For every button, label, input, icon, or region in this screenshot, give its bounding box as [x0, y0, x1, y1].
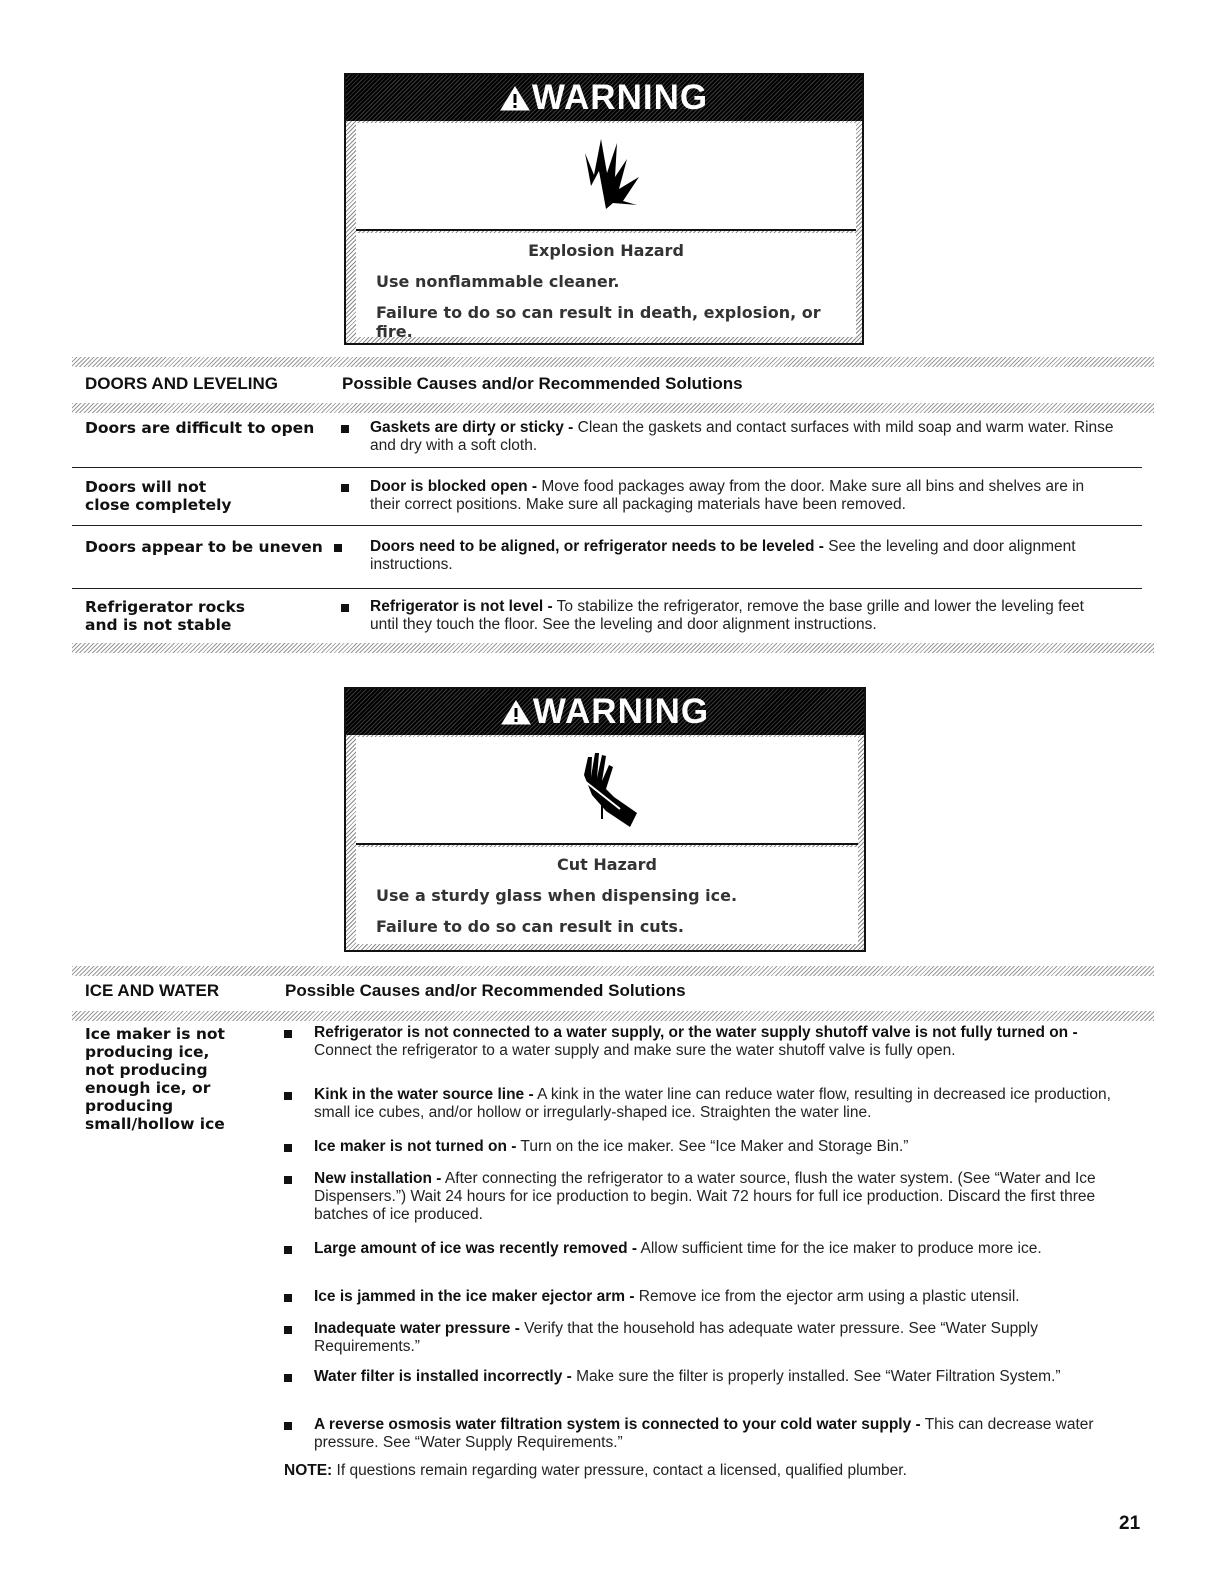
row-divider: [72, 467, 1142, 468]
ice-solutions-list: [284, 1024, 1144, 1478]
solution-refrigerator-rocks: Refrigerator is not level - To stabilize the refrigerator, remove the base grille and lower the leveling feet until they touch the floor. See the leveling and door alignment instructions.: [370, 598, 1084, 633]
alert-triangle-icon: [500, 85, 530, 112]
list-item: Inadequate water pressure - Verify that the household has adequate water pressure. See “Water Supply Requirements.”: [284, 1320, 1144, 1364]
page-number: 21: [1119, 1513, 1141, 1534]
bullet: [284, 1030, 292, 1038]
list-item: Ice maker is not turned on - Turn on the ice maker. See “Ice Maker and Storage Bin.”: [284, 1138, 1144, 1166]
row-divider: [72, 588, 1142, 589]
list-item: A reverse osmosis water filtration system is connected to your cold water supply - This can decrease water pressure. See “Water Supply Requirements.”: [284, 1416, 1144, 1460]
bullet: [334, 544, 342, 552]
problem-refrigerator-rocks: Refrigerator rocks and is not stable: [85, 598, 245, 634]
note: NOTE: If questions remain regarding water pressure, contact a licensed, qualified plumber.: [284, 1462, 907, 1479]
list-item: Water filter is installed incorrectly - Make sure the filter is properly installed. See “Water Filtration System.”: [284, 1368, 1144, 1412]
warning-header: [346, 689, 864, 735]
problem-doors-not-close: Doors will not close completely: [85, 478, 232, 514]
cut-hand-icon: [562, 745, 652, 835]
hazard-label: Cut Hazard: [557, 855, 657, 874]
bullet: [341, 425, 349, 433]
list-item: New installation - After connecting the refrigerator to a water source, flush the water system. (See “Water and Ice Dispensers.”) Wait 24 hours for ice production to begin. Wait 72 hours for full ice production. Discard the first three batches of ice produced.: [284, 1170, 1144, 1236]
bullet: [341, 604, 349, 612]
bullet: [284, 1422, 292, 1430]
section-band-header: [72, 403, 1154, 413]
section-band-top: [72, 357, 1154, 367]
warning-instruction: Use a sturdy glass when dispensing ice.: [376, 886, 738, 905]
bullet: [284, 1246, 292, 1254]
warning-title: WARNING: [531, 78, 709, 117]
warning-icon-panel: [356, 737, 858, 845]
alert-triangle-icon: [501, 699, 531, 726]
ice-section-heading: ICE AND WATER: [85, 981, 220, 1000]
bullet: [284, 1176, 292, 1184]
row-divider: [72, 525, 1142, 526]
list-item: Large amount of ice was recently removed - Allow sufficient time for the ice maker to produce more ice.: [284, 1240, 1144, 1284]
warning-text: [356, 233, 856, 341]
problem-doors-difficult: Doors are difficult to open: [85, 419, 315, 437]
warning-header: [346, 75, 862, 121]
warning-text: [356, 847, 858, 944]
warning-box-cut: [344, 687, 866, 952]
solution-doors-uneven: Doors need to be aligned, or refrigerator needs to be leveled - See the leveling and door alignment instructions.: [370, 538, 1076, 573]
warning-icon-panel: [356, 123, 856, 231]
doors-solutions-heading: Possible Causes and/or Recommended Solutions: [342, 374, 743, 393]
bullet: [284, 1294, 292, 1302]
bullet: [284, 1326, 292, 1334]
solution-doors-difficult: Gaskets are dirty or sticky - Clean the gaskets and contact surfaces with mild soap and warm water. Rinse and dry with a soft cloth.: [370, 419, 1114, 454]
list-item: Ice is jammed in the ice maker ejector arm - Remove ice from the ejector arm using a plastic utensil.: [284, 1288, 1144, 1316]
explosion-icon: [561, 131, 651, 221]
list-item: Refrigerator is not connected to a water supply, or the water supply shutoff valve is not fully turned on - Connect the refrigerator to a water supply and make sure the water shutoff valve is fully open.: [284, 1024, 1144, 1080]
problem-doors-uneven: Doors appear to be uneven: [85, 538, 323, 556]
warning-consequence: Failure to do so can result in cuts.: [376, 917, 684, 936]
hazard-label: Explosion Hazard: [528, 241, 684, 260]
ice-solutions-heading: Possible Causes and/or Recommended Solutions: [285, 981, 686, 1000]
bullet: [284, 1144, 292, 1152]
bullet: [284, 1092, 292, 1100]
list-item: Kink in the water source line - A kink in the water line can reduce water flow, resulting in decreased ice production, small ice cubes, and/or hollow or irregularly-shaped ice. Straighten the water line.: [284, 1086, 1144, 1138]
warning-consequence: Failure to do so can result in death, explosion, or fire.: [376, 303, 821, 341]
warning-box-explosion: [344, 73, 864, 345]
bullet: [284, 1374, 292, 1382]
warning-instruction: Use nonflammable cleaner.: [376, 272, 620, 291]
warning-title: WARNING: [532, 692, 710, 731]
solution-doors-not-close: Door is blocked open - Move food packages away from the door. Make sure all bins and shelves are in their correct positions. Make sure all packaging materials have been removed.: [370, 478, 1085, 513]
section-band-bottom: [72, 643, 1154, 653]
doors-section-heading: DOORS AND LEVELING: [85, 374, 278, 393]
section-band-header: [72, 1011, 1154, 1021]
bullet: [341, 484, 349, 492]
section-band-top: [72, 966, 1154, 976]
problem-ice-maker: Ice maker is not producing ice, not producing enough ice, or producing small/hollow ice: [85, 1025, 225, 1133]
